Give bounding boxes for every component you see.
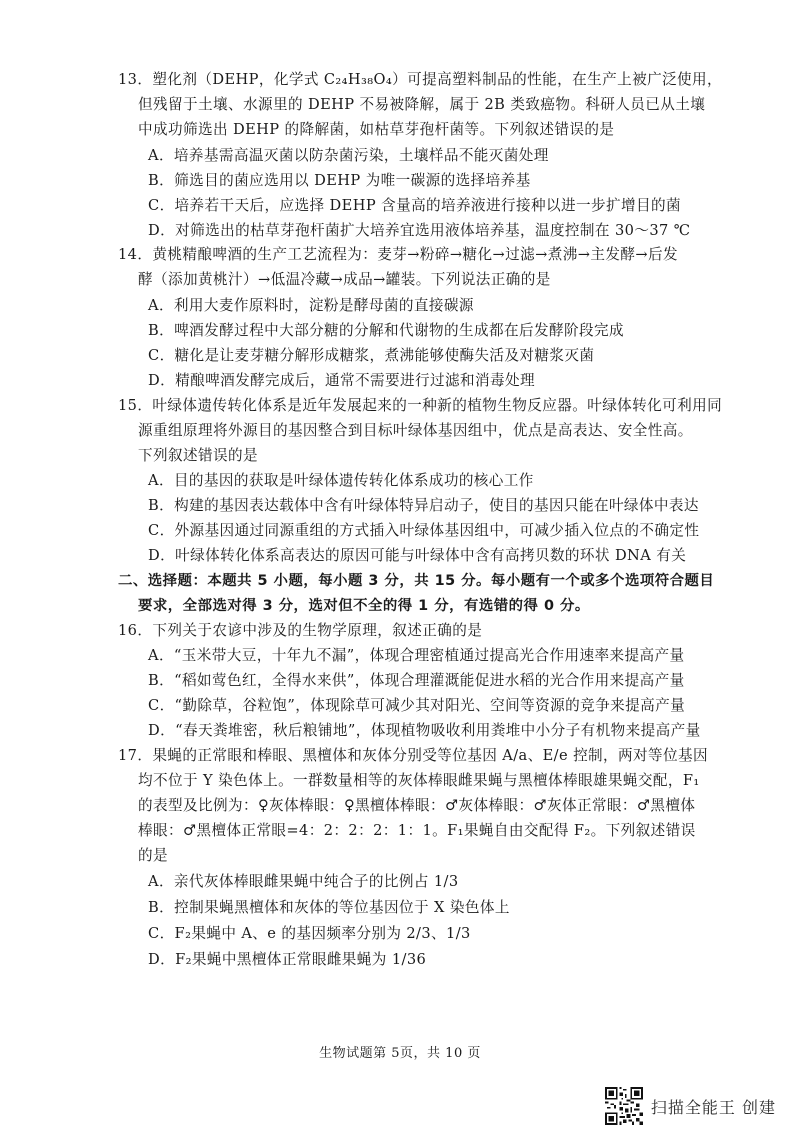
q13-stem-line2: 但残留于土壤、水源里的 DEHP 不易被降解，属于 2B 类致癌物。科研人员已从土壤	[138, 96, 706, 113]
q13-option-d: D．对筛选出的枯草芽孢杆菌扩大培养宜选用液体培养基，温度控制在 30～37 ℃	[148, 222, 691, 239]
q16-stem-line1: 16．下列关于农谚中涉及的生物学原理，叙述正确的是	[118, 622, 483, 639]
section2-heading-line2: 要求，全部选对得 3 分，选对但不全的得 1 分，有选错的得 0 分。	[138, 598, 590, 614]
q17-stem-line2: 均不位于 Y 染色体上。一群数量相等的灰体棒眼雌果蝇与黑檀体棒眼雄果蝇交配，F₁	[138, 772, 700, 789]
q15-option-c: C．外源基因通过同源重组的方式插入叶绿体基因组中，可减少插入位点的不确定性	[148, 522, 700, 539]
q14-stem-line1: 14．黄桃精酿啤酒的生产工艺流程为：麦芽→粉碎→糖化→过滤→煮沸→主发酵→后发	[118, 246, 678, 263]
q16-option-d: D．“春天粪堆密，秋后粮铺地”，体现植物吸收利用粪堆中小分子有机物来提高产量	[148, 722, 701, 739]
q17-number: 17．	[118, 747, 153, 764]
q13-number: 13．	[118, 71, 153, 88]
q17-stem-line1: 17．果蝇的正常眼和棒眼、黑檀体和灰体分别受等位基因 A/a、E/e 控制，两对等位基因	[118, 747, 709, 764]
watermark-text: 扫描全能王 创建	[650, 1097, 776, 1117]
q13-option-c: C．培养若干天后，应选择 DEHP 含量高的培养液进行接种以进一步扩增目的菌	[148, 197, 681, 214]
q15-stem-line2: 源重组原理将外源目的基因整合到目标叶绿体基因组中，优点是高表达、安全性高。	[138, 422, 693, 439]
q14-option-c: C．糖化是让麦芽糖分解形成糖浆，煮沸能够使酶失活及对糖浆灭菌	[148, 347, 595, 364]
q17-option-b: B．控制果蝇黑檀体和灰体的等位基因位于 X 染色体上	[148, 899, 510, 916]
q17-option-a: A．亲代灰体棒眼雌果蝇中纯合子的比例占 1/3	[148, 873, 459, 890]
q14-option-a: A．利用大麦作原料时，淀粉是酵母菌的直接碳源	[148, 297, 474, 314]
q14-option-d: D．精酿啤酒发酵完成后，通常不需要进行过滤和消毒处理	[148, 372, 535, 389]
q15-option-d: D．叶绿体转化体系高表达的原因可能与叶绿体中含有高拷贝数的环状 DNA 有关	[148, 547, 687, 564]
qr-code-icon	[605, 1087, 643, 1125]
q15-option-a: A．目的基因的获取是叶绿体遗传转化体系成功的核心工作	[148, 472, 534, 489]
q13-stem-line3: 中成功筛选出 DEHP 的降解菌，如枯草芽孢杆菌等。下列叙述错误的是	[138, 121, 615, 138]
scanner-watermark	[605, 1087, 776, 1125]
q16-option-c: C．“勤除草，谷粒饱”，体现除草可减少其对阳光、空间等资源的竞争来提高产量	[148, 697, 686, 714]
section2-heading-line1: 二、选择题：本题共 5 小题，每小题 3 分，共 15 分。每小题有一个或多个选项符合题目	[118, 573, 715, 589]
q13-option-b: B．筛选目的菌应选用以 DEHP 为唯一碳源的选择培养基	[148, 172, 531, 189]
q14-stem-line2: 酵（添加黄桃汁）→低温冷藏→成品→罐装。下列说法正确的是	[138, 271, 551, 288]
q15-stem-line3: 下列叙述错误的是	[138, 447, 258, 464]
q16-number: 16．	[118, 622, 153, 639]
q13-stem-line1: 13．塑化剂（DEHP，化学式 C₂₄H₃₈O₄）可提高塑料制品的性能，在生产上被广泛使用，	[118, 71, 723, 88]
q15-option-b: B．构建的基因表达载体中含有叶绿体特异启动子，使目的基因只能在叶绿体中表达	[148, 497, 699, 514]
q16-option-a: A．“玉米带大豆，十年九不漏”，体现合理密植通过提高光合作用速率来提高产量	[148, 647, 685, 664]
q14-option-b: B．啤酒发酵过程中大部分糖的分解和代谢物的生成都在后发酵阶段完成	[148, 322, 624, 339]
q14-number: 14．	[118, 246, 153, 263]
q15-stem-line1: 15．叶绿体遗传转化体系是近年发展起来的一种新的植物生物反应器。叶绿体转化可利用同	[118, 397, 723, 414]
q17-stem-line5: 的是	[138, 847, 168, 864]
page-footer: 生物试题第 5页，共 10 页	[319, 1046, 481, 1061]
q17-option-d: D．F₂果蝇中黑檀体正常眼雌果蝇为 1/36	[148, 951, 427, 968]
q17-stem-line3: 的表型及比例为：♀灰体棒眼：♀黑檀体棒眼：♂灰体棒眼：♂灰体正常眼：♂黑檀体	[138, 797, 696, 814]
q17-stem-line4: 棒眼：♂黑檀体正常眼=4：2：2：2：1：1。F₁果蝇自由交配得 F₂。下列叙述错误	[138, 822, 696, 839]
q15-number: 15．	[118, 397, 153, 414]
q13-option-a: A．培养基需高温灭菌以防杂菌污染，土壤样品不能灭菌处理	[148, 147, 549, 164]
q17-option-c: C．F₂果蝇中 A、e 的基因频率分别为 2/3、1/3	[148, 925, 471, 942]
q16-option-b: B．“稻如莺色红，全得水来供”，体现合理灌溉能促进水稻的光合作用来提高产量	[148, 672, 685, 689]
